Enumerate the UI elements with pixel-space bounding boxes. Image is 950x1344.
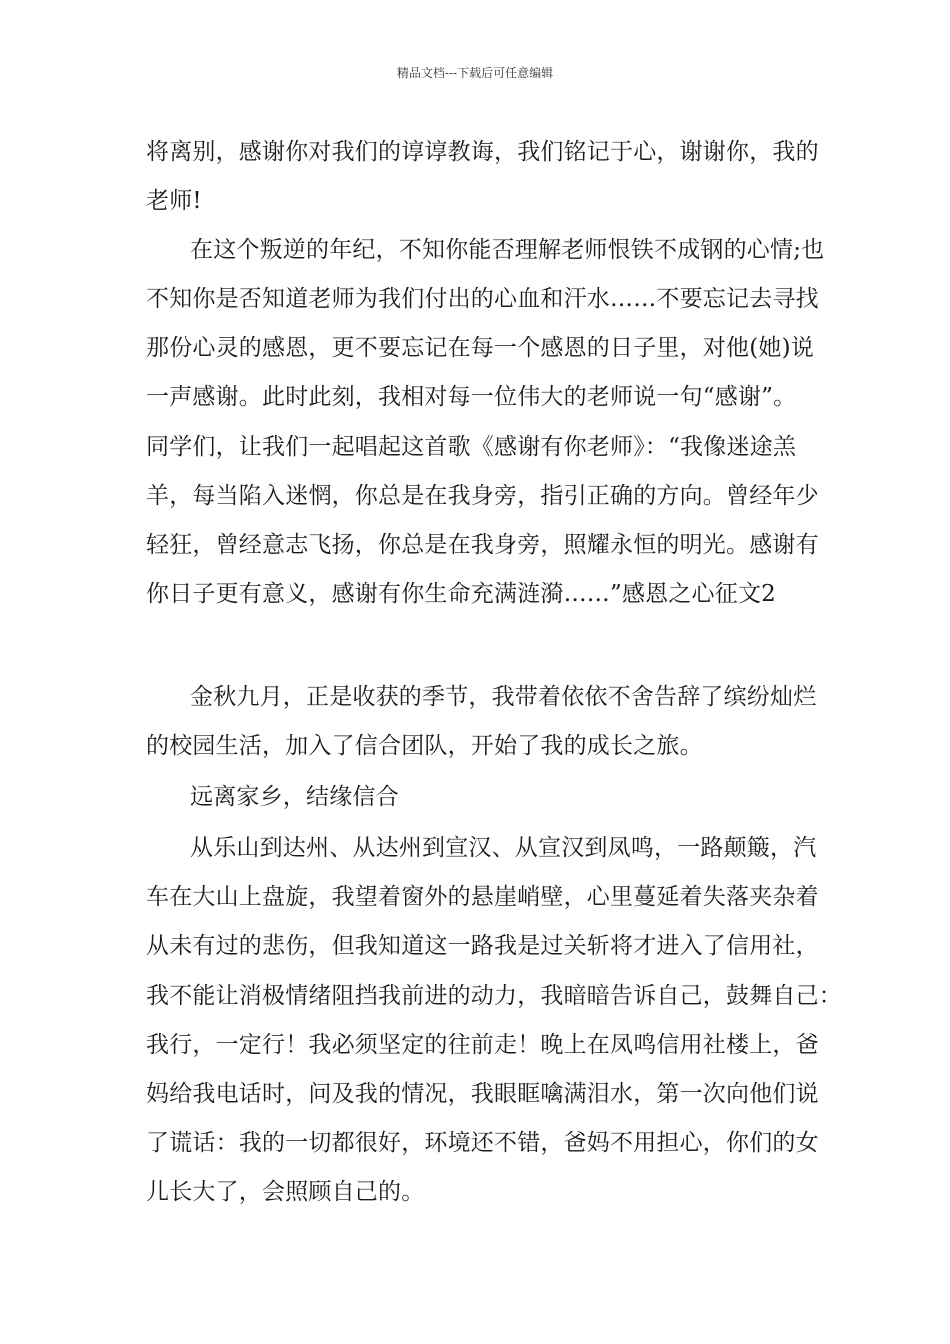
text-line: 不知你是否知道老师为我们付出的心血和汗水……不要忘记去寻找 [146,286,819,312]
paragraph-first-line: 金秋九月，正是收获的季节，我带着依依不舍告辞了缤纷灿烂 [190,684,817,710]
section-heading: 远离家乡，结缘信合 [190,784,399,810]
text-line: 车在大山上盘旋，我望着窗外的悬崖峭壁，心里蔓延着失落夹杂着 [146,884,819,910]
text-line: 羊，每当陷入迷惘，你总是在我身旁，指引正确的方向。曾经年少 [146,483,819,509]
text-line: 妈给我电话时，问及我的情况，我眼眶噙满泪水，第一次向他们说 [146,1081,819,1107]
text-line: 你日子更有意义，感谢有你生命充满涟漪……”感恩之心征文2 [146,581,776,607]
text-line: 我不能让消极情绪阻挡我前进的动力，我暗暗告诉自己，鼓舞自己： [146,983,842,1009]
text-line: 了谎话：我的一切都很好，环境还不错，爸妈不用担心，你们的女 [146,1130,819,1156]
text-line: 老师! [146,188,202,214]
page-header: 精品文档---下载后可任意编辑 [396,66,554,80]
text-line: 的校园生活，加入了信合团队，开始了我的成长之旅。 [146,733,703,759]
text-line: 轻狂，曾经意志飞扬，你总是在我身旁，照耀永恒的明光。感谢有 [146,532,819,558]
text-line: 同学们，让我们一起唱起这首歌《感谢有你老师》：“我像迷途羔 [146,434,797,460]
paragraph-first-line: 从乐山到达州、从达州到宣汉、从宣汉到凤鸣，一路颠簸，汽 [190,835,817,861]
text-line: 儿长大了，会照顾自己的。 [146,1179,425,1205]
text-line: 将离别，感谢你对我们的谆谆教诲，我们铭记于心，谢谢你，我的 [146,139,819,165]
text-line: 我行，一定行！我必须坚定的往前走！晚上在凤鸣信用社楼上，爸 [146,1032,819,1058]
text-line: 从未有过的悲伤，但我知道这一路我是过关斩将才进入了信用社， [146,933,819,959]
text-line: 那份心灵的感恩，更不要忘记在每一个感恩的日子里，对他(她)说 [146,335,814,361]
text-line: 一声感谢。此时此刻，我相对每一位伟大的老师说一句“感谢”。 [146,384,797,410]
paragraph-first-line: 在这个叛逆的年纪，不知你能否理解老师恨铁不成钢的心情;也 [190,237,825,263]
